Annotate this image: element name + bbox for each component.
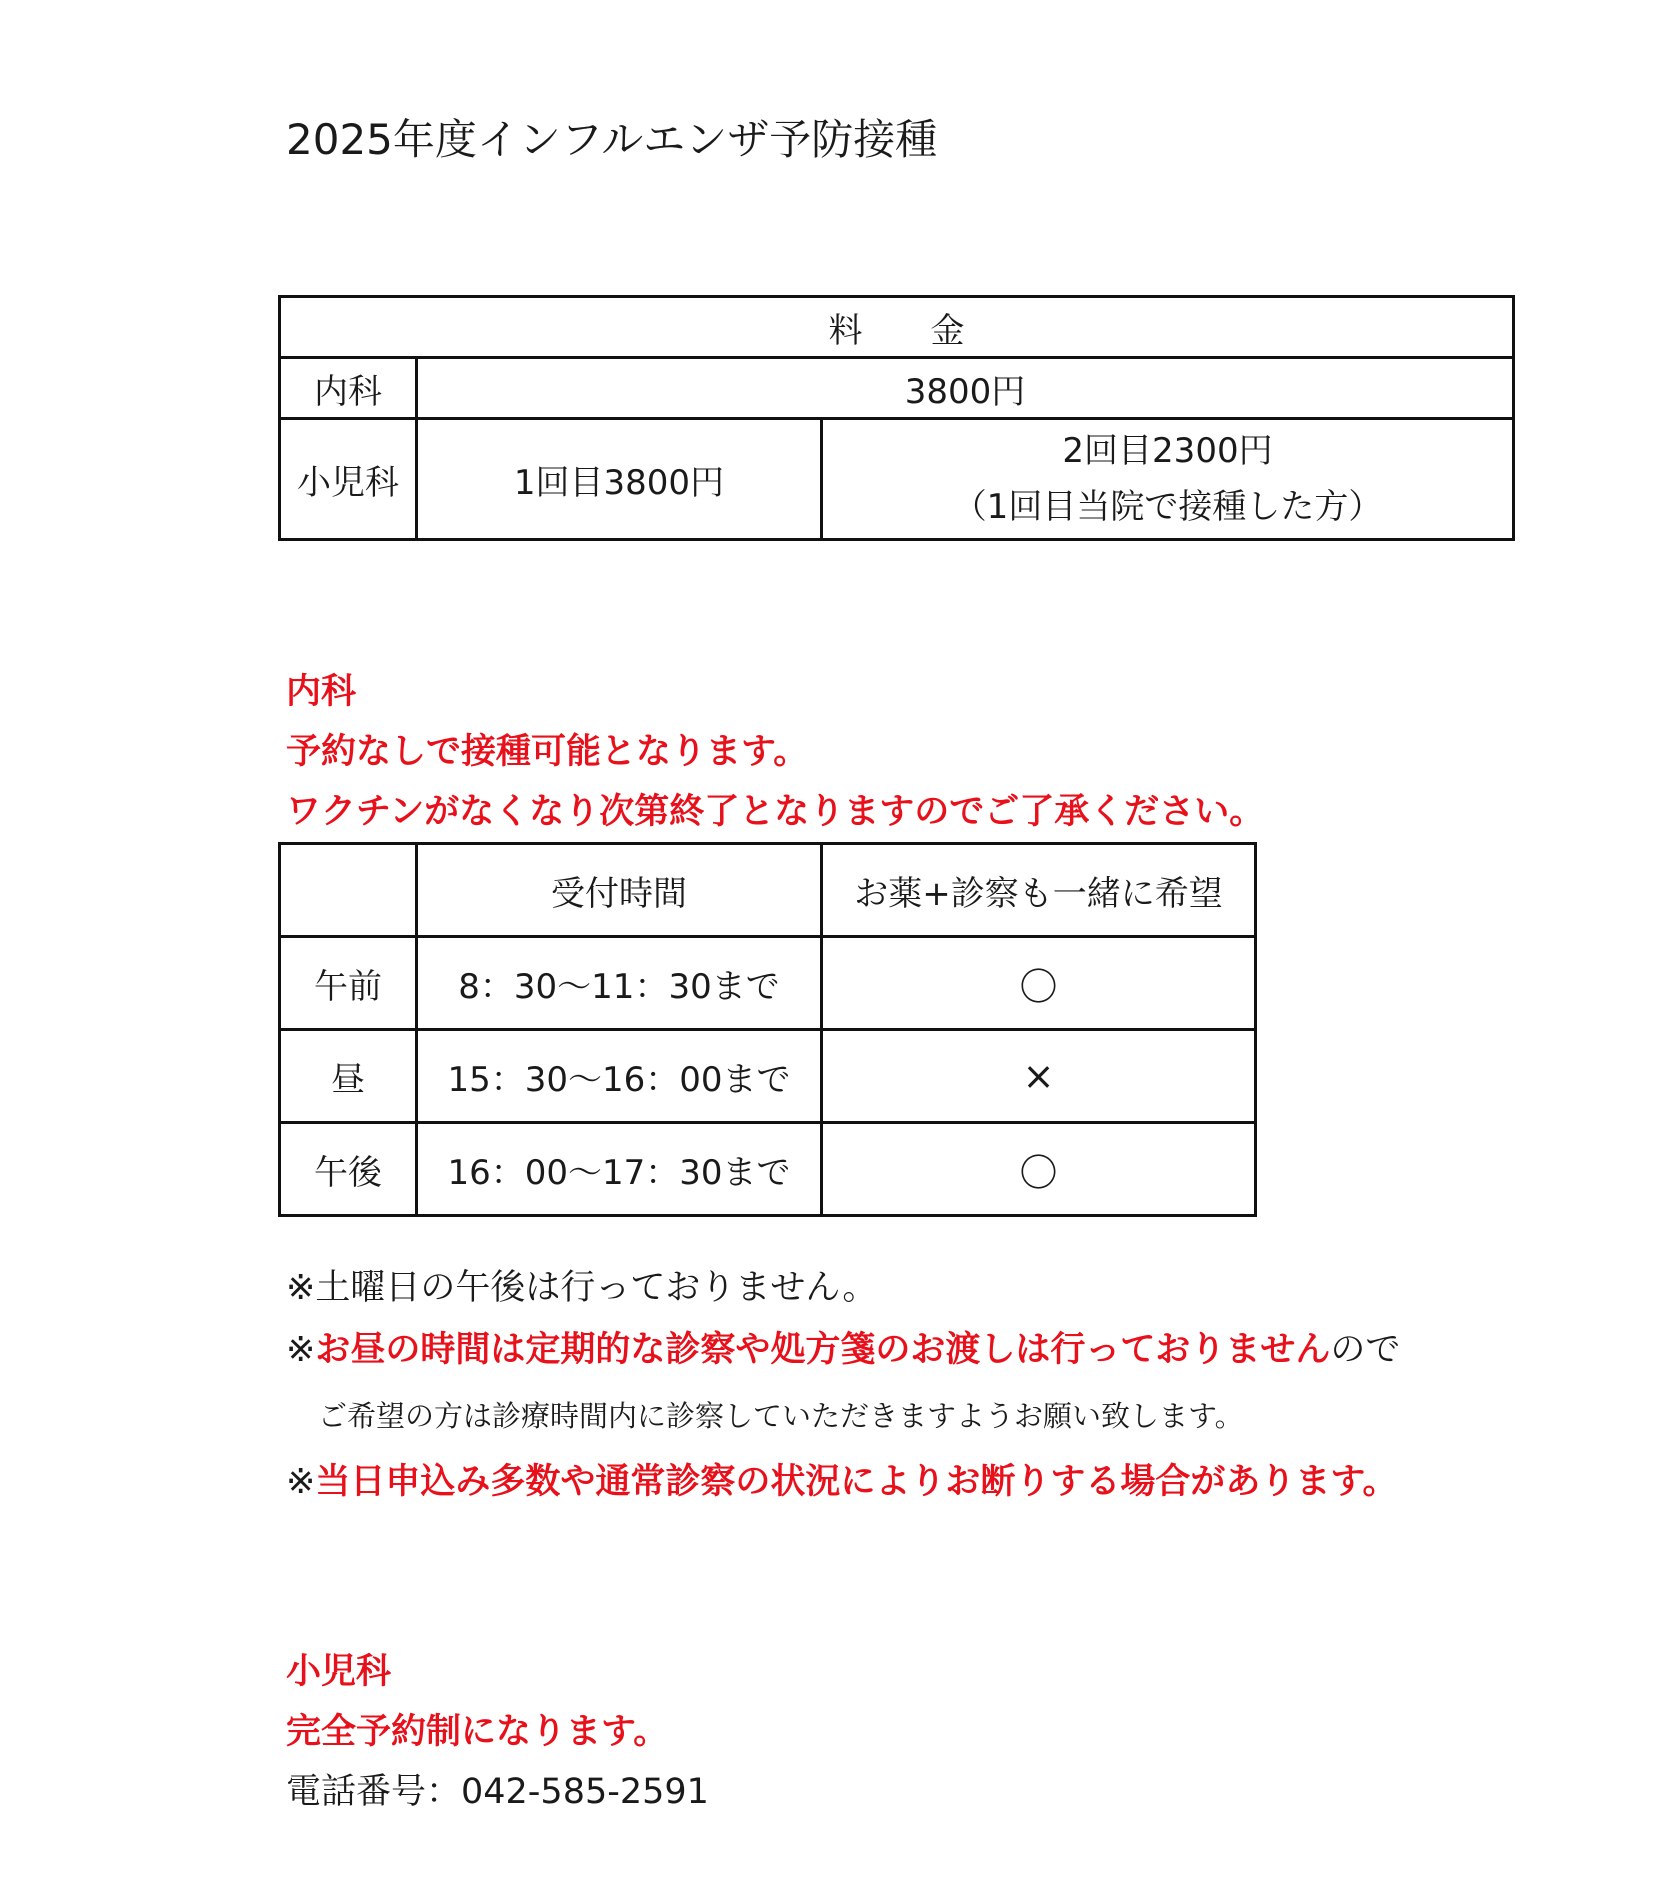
hours-period: 午前 (280, 937, 417, 1030)
hours-time: 15：30～16：00まで (417, 1030, 822, 1123)
hours-header-row (280, 844, 1256, 937)
pediatric-heading: 小児科 (286, 1652, 392, 1692)
hours-table (278, 842, 1257, 1217)
internal-vaccine-stock-note: ワクチンがなくなり次第終了となりますのでご了承ください。 (286, 792, 1265, 832)
hours-header-time: 受付時間 (417, 844, 822, 937)
table-row (280, 937, 1256, 1030)
fee-pediatric-row (280, 419, 1514, 540)
note-refusal-mark: ※ (286, 1462, 316, 1502)
hours-period: 午後 (280, 1123, 417, 1216)
fee-pediatric-second (822, 419, 1514, 540)
fee-table (278, 295, 1515, 541)
fee-header: 料 金 (280, 297, 1514, 358)
hours-option-mark: × (822, 1030, 1256, 1123)
pediatric-reservation-only: 完全予約制になります。 (286, 1712, 669, 1752)
table-row (280, 1123, 1256, 1216)
hours-time: 8：30～11：30まで (417, 937, 822, 1030)
hours-period: 昼 (280, 1030, 417, 1123)
note-noon (286, 1326, 1400, 1374)
fee-pediatric-first: 1回目3800円 (417, 419, 822, 540)
note-noon-emphasis: お昼の時間は定期的な診察や処方箋のお渡しは行っておりません (315, 1330, 1331, 1370)
note-refusal (286, 1458, 1398, 1506)
note-saturday: ※土曜日の午後は行っておりません。 (286, 1268, 878, 1308)
hours-option-mark: 〇 (822, 937, 1256, 1030)
internal-no-reservation: 予約なしで接種可能となります。 (286, 732, 809, 772)
hours-header-option: お薬+診察も一緒に希望 (822, 844, 1256, 937)
fee-pediatric-second-line1: 2回目2300円 (1062, 431, 1273, 471)
fee-header-row (280, 297, 1514, 358)
note-noon-tail: ので (1330, 1330, 1401, 1370)
internal-heading: 内科 (286, 672, 357, 712)
fee-internal-label: 内科 (280, 358, 417, 419)
hours-time: 16：00～17：30まで (417, 1123, 822, 1216)
hours-header-empty (280, 844, 417, 937)
note-noon-sub: ご希望の方は診療時間内に診察していただきますようお願い致します。 (318, 1399, 1244, 1433)
table-row (280, 1030, 1256, 1123)
page-title: 2025年度インフルエンザ予防接種 (286, 115, 938, 164)
fee-internal-value: 3800円 (417, 358, 1514, 419)
note-refusal-emphasis: 当日申込み多数や通常診察の状況によりお断りする場合があります。 (315, 1462, 1398, 1502)
note-noon-mark: ※ (286, 1330, 316, 1370)
fee-pediatric-second-line2: （1回目当院で接種した方） (952, 487, 1383, 527)
pediatric-phone: 電話番号：042-585-2591 (286, 1772, 709, 1812)
fee-pediatric-label: 小児科 (280, 419, 417, 540)
hours-option-mark: 〇 (822, 1123, 1256, 1216)
fee-internal-row (280, 358, 1514, 419)
